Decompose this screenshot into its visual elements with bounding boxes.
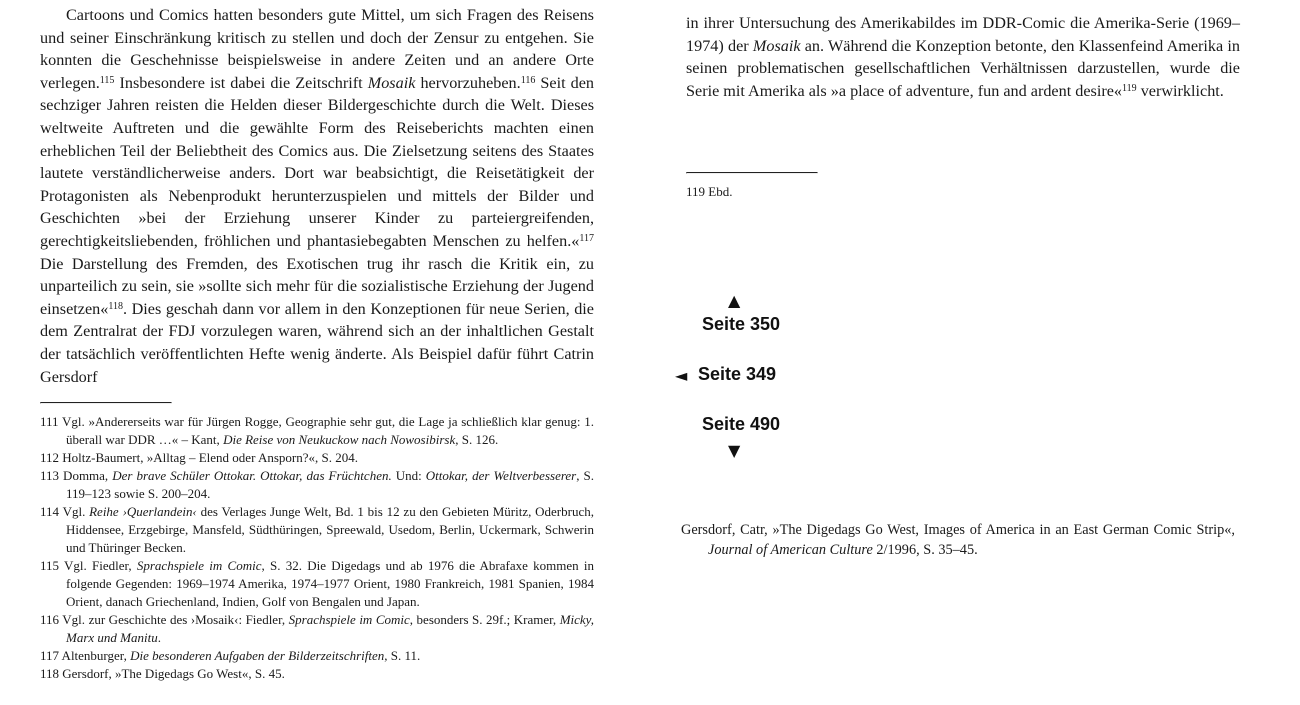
footnote-116: 116 Vgl. zur Geschichte des ›Mosaik‹: Fiedler, Sprachspiele im Comic, besonders S. 29f.; Kramer, Micky, Marx und Manitu. xyxy=(40,612,594,646)
footnote-118: 118 Gersdorf, »The Digedags Go West«, S. 45. xyxy=(40,666,285,682)
main-text xyxy=(40,4,594,388)
footnote-ref-119[interactable]: 119 xyxy=(1122,82,1137,94)
nav-page-down[interactable]: Seite 490 xyxy=(702,414,781,434)
arrow-up-icon[interactable]: ▲ xyxy=(728,291,741,310)
main-paragraph: Cartoons und Comics hatten besonders gute Mittel, um sich Fragen des Reisens und seiner Einschränkung kritisch zu stellen und doch der Zensur zu entgehen. Sie konnten die Geschehnisse beispielsweise in andere Zeiten und an andere Orte verlegen.$^{115}$ Insbesondere ist dabei die Zeitschrift Mosaik hervorzuheben.$^{116}$ Seit den sechziger Jahren reisten die Helden dieser Bildergeschichte durch die Welt. Dieses weltweite Auftreten und die gewählte Form des Reiseberichts machten einen erheblichen Teil der Beliebtheit des Comics aus. Die Zielsetzung seitens des Staates lautete verständlicherweise anders. Dort war beabsichtigt, die Reisetätigkeit der Protagonisten als Nebenprodukt herunterzuspielen und mittels der Bilder und Geschichten »bei der Erziehung unserer Kinder zu parteiergreifenden, gerechtigkeitsliebenden, fröhlichen und phantasiebegabten Menschen zu helfen.«$^{117}$ Die Darstellung des Fremden, des Exotischen trug ihr rasch die Kritik ein, zu unparteilich zu sein, sie »sollte sich mehr für die sozialistische Erziehung der Jugend einsetzen«$^{118}$. Dies geschah dann vor allem in den Konzeptionen für neue Serien, die dem Zentralrat der FDJ vorzulegen waren, während sich an der inhaltlichen Gestalt der tatsächlich veröffentlichten Hefte wenig änderte. Als Beispiel dafür führt Catrin Gersdorf xyxy=(40,6,595,386)
footnote-ref-117[interactable]: 117 xyxy=(579,232,594,244)
nav-page-up[interactable]: Seite 350 xyxy=(702,314,781,334)
left-page-column xyxy=(40,4,594,683)
continued-text xyxy=(686,12,1240,102)
footnote-ref-118[interactable]: 118 xyxy=(108,300,123,312)
footnote-114: 114 Vgl. Reihe ›Querlandein‹ des Verlages Junge Welt, Bd. 1 bis 12 zu den Gebieten Müritz, Oderbruch, Hiddensee, Erzgebirge, Mansfeld, Südthüringen, Spreewald, Usedom, Berlin, Uckermark, Schwerin und Thüringer Becken. xyxy=(40,504,594,556)
right-page-column xyxy=(686,12,1240,201)
footnote-112: 112 Holtz-Baumert, »Alltag – Elend oder Ansporn?«, S. 204. xyxy=(40,450,358,466)
footnote-113: 113 Domma, Der brave Schüler Ottokar. Ottokar, das Früchtchen. Und: Ottokar, der Weltverbesserer, S. 119–123 sowie S. 200–204. xyxy=(40,468,595,502)
continued-paragraph: in ihrer Untersuchung des Amerikabildes im DDR-Comic die Amerika-Serie (1969–1974) der Mosaik an. Während die Konzeption betonte, den Klassenfeind Amerika in seinen problematischen gesellschaftlichen Verhältnissen darzustellen, wurde die Serie mit Amerika als »a place of adventure, fun and ardent desire«$^{119}$ verwirklicht. xyxy=(686,14,1241,100)
title-mosaik: Mosaik xyxy=(752,36,801,55)
nav-current-page[interactable]: Seite 349 xyxy=(698,364,777,384)
footnote-117: 117 Altenburger, Die besonderen Aufgaben der Bilderzeitschriften, S. 11. xyxy=(40,648,421,664)
bibliography-entry: Gersdorf, Catr, »The Digedags Go West, Images of America in an East German Comic Strip«, Journal of American Culture 2/1996, S. 35–45. xyxy=(681,522,1235,558)
arrow-left-icon[interactable]: ◄ xyxy=(675,366,688,385)
footnote-119: 119 Ebd. xyxy=(686,184,733,200)
footnote-115: 115 Vgl. Fiedler, Sprachspiele im Comic, S. 32. Die Digedags und ab 1976 die Abrafaxe kommen in folgende Gegenden: 1969–1974 Amerika, 1974–1977 Orient, 1980 Frankreich, 1981 Spanien, 1984 Orient, danach Griechenland, Indien, Golf von Bengalen und Japan. xyxy=(40,558,595,610)
footnote-ref-115[interactable]: 115 xyxy=(99,74,115,86)
footnote-ref-116[interactable]: 116 xyxy=(520,74,536,86)
title-mosaik: Mosaik xyxy=(367,73,416,92)
footnote-111: 111 Vgl. »Andererseits war für Jürgen Rogge, Geographie sehr gut, die Lage ja schließlich klar genug: 1. überall war DDR …« – Kant, Die Reise von Neukuckow nach Nowosibirsk, S. 126. xyxy=(40,414,594,448)
arrow-down-icon[interactable]: ▼ xyxy=(728,441,741,460)
footnotes-list xyxy=(40,413,594,683)
